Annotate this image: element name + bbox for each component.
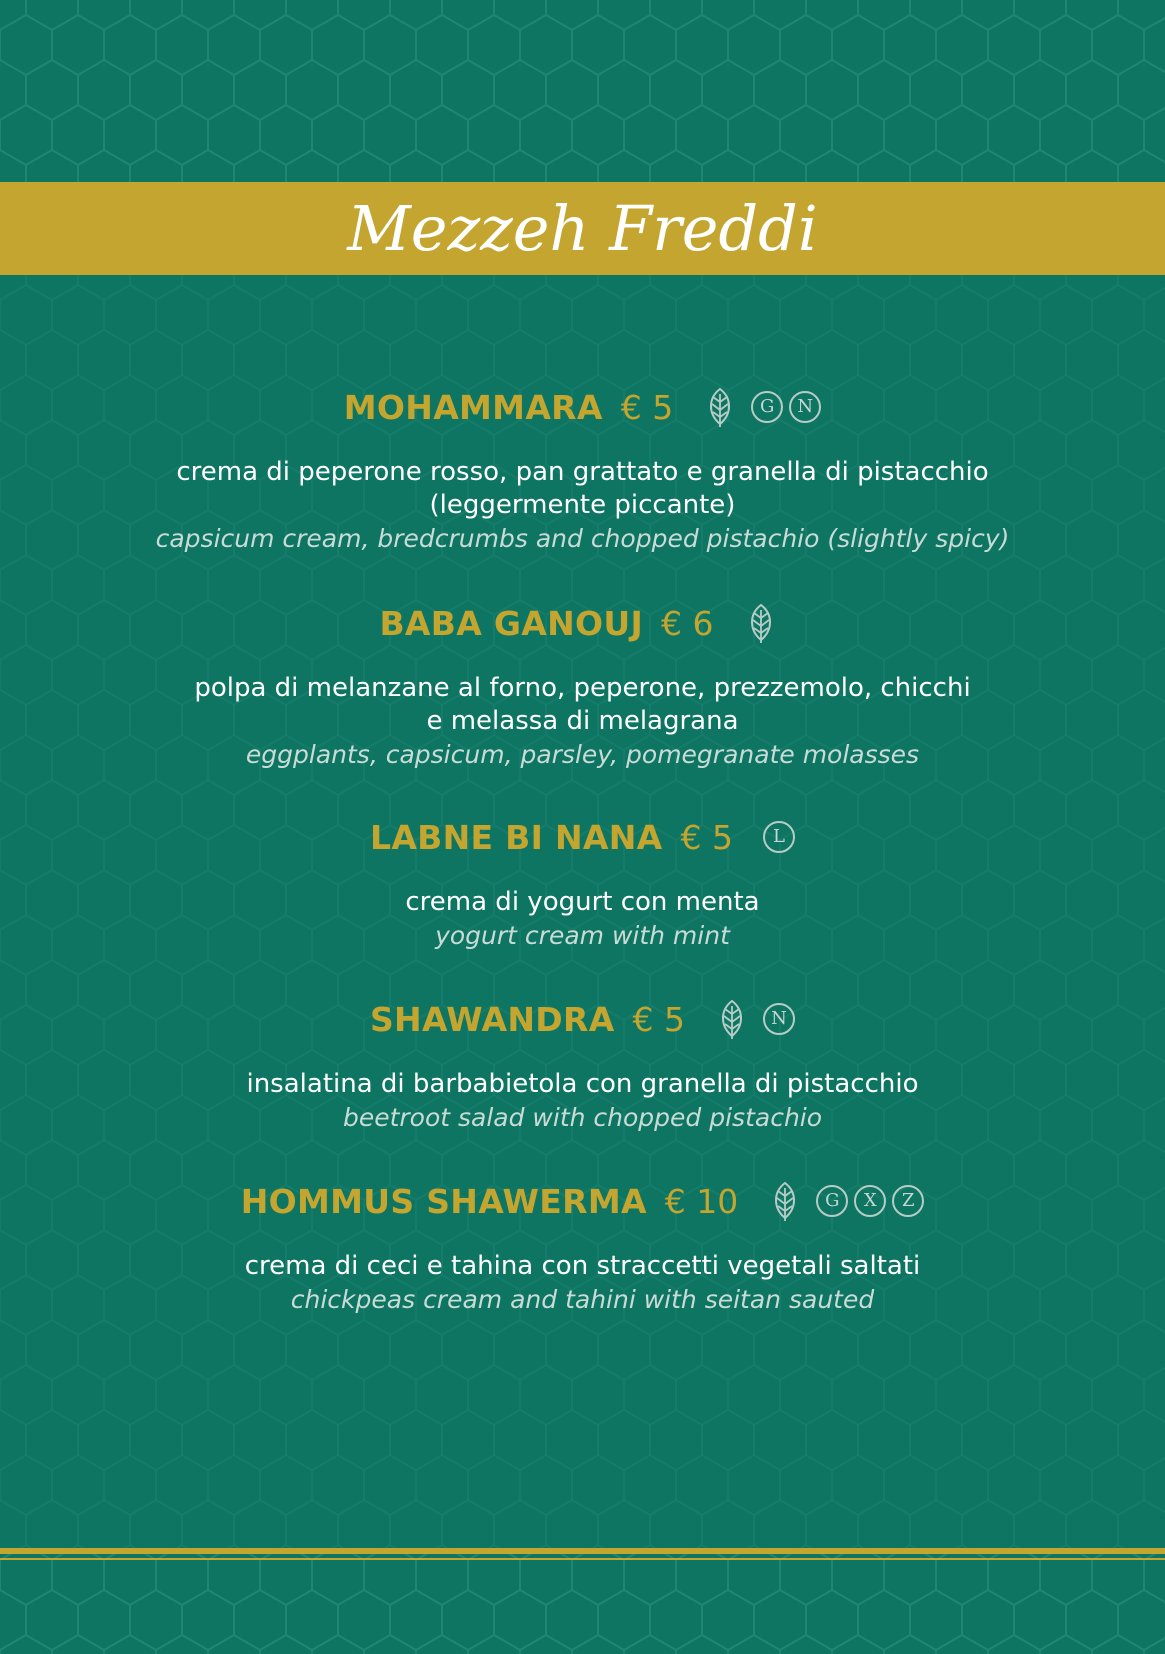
item-description-it: (leggermente piccante) <box>429 490 736 520</box>
menu-item-baba-ganouj <box>0 598 1165 771</box>
allergen-g-icon: G <box>816 1185 848 1217</box>
item-name: BABA GANOUJ <box>379 603 644 643</box>
item-description-it: polpa di melanzane al forno, peperone, prezzemolo, chicchi <box>194 673 971 703</box>
menu-item-shawandra <box>0 994 1165 1134</box>
menu-item-labne-bi-nana <box>0 812 1165 952</box>
leaf-icon <box>715 998 749 1040</box>
item-price: € 5 <box>632 999 686 1039</box>
item-description-it: crema di yogurt con menta <box>405 887 760 917</box>
item-description-it: crema di ceci e tahina con straccetti vegetali saltati <box>244 1251 921 1281</box>
footer-divider <box>0 1548 1165 1554</box>
item-description-en: chickpeas cream and tahini with seitan sauted <box>290 1285 875 1314</box>
menu-item-hommus-shawerma <box>0 1176 1165 1316</box>
item-price: € 10 <box>664 1181 739 1221</box>
leaf-icon <box>744 602 778 644</box>
item-name: HOMMUS SHAWERMA <box>240 1181 647 1221</box>
leaf-icon <box>768 1180 802 1222</box>
allergen-g-icon: G <box>751 391 783 423</box>
page-title: Mezzeh Freddi <box>347 192 818 265</box>
allergen-x-icon: X <box>854 1185 886 1217</box>
item-description-it: insalatina di barbabietola con granella di pistacchio <box>246 1069 919 1099</box>
item-name: MOHAMMARA <box>343 387 603 427</box>
item-description-en: capsicum cream, bredcrumbs and chopped pistachio (slightly spicy) <box>155 524 1010 553</box>
allergen-z-icon: Z <box>892 1185 924 1217</box>
allergen-l-icon: L <box>763 821 795 853</box>
allergen-n-icon: N <box>789 391 821 423</box>
item-price: € 5 <box>680 817 733 857</box>
item-description-en: eggplants, capsicum, parsley, pomegranate molasses <box>245 740 920 769</box>
item-price: € 6 <box>661 603 714 643</box>
item-description-it: e melassa di melagrana <box>426 706 739 736</box>
footer-divider-thin <box>0 1558 1165 1560</box>
item-name: LABNE BI NANA <box>370 817 663 857</box>
leaf-icon <box>703 386 737 428</box>
item-price: € 5 <box>620 387 674 427</box>
item-name: SHAWANDRA <box>369 999 615 1039</box>
menu-item-mohammara <box>0 382 1165 555</box>
allergen-n-icon: N <box>763 1003 795 1035</box>
item-description-en: yogurt cream with mint <box>435 921 730 950</box>
item-description-it: crema di peperone rosso, pan grattato e granella di pistacchio <box>176 457 989 487</box>
item-description-en: beetroot salad with chopped pistachio <box>342 1103 823 1132</box>
